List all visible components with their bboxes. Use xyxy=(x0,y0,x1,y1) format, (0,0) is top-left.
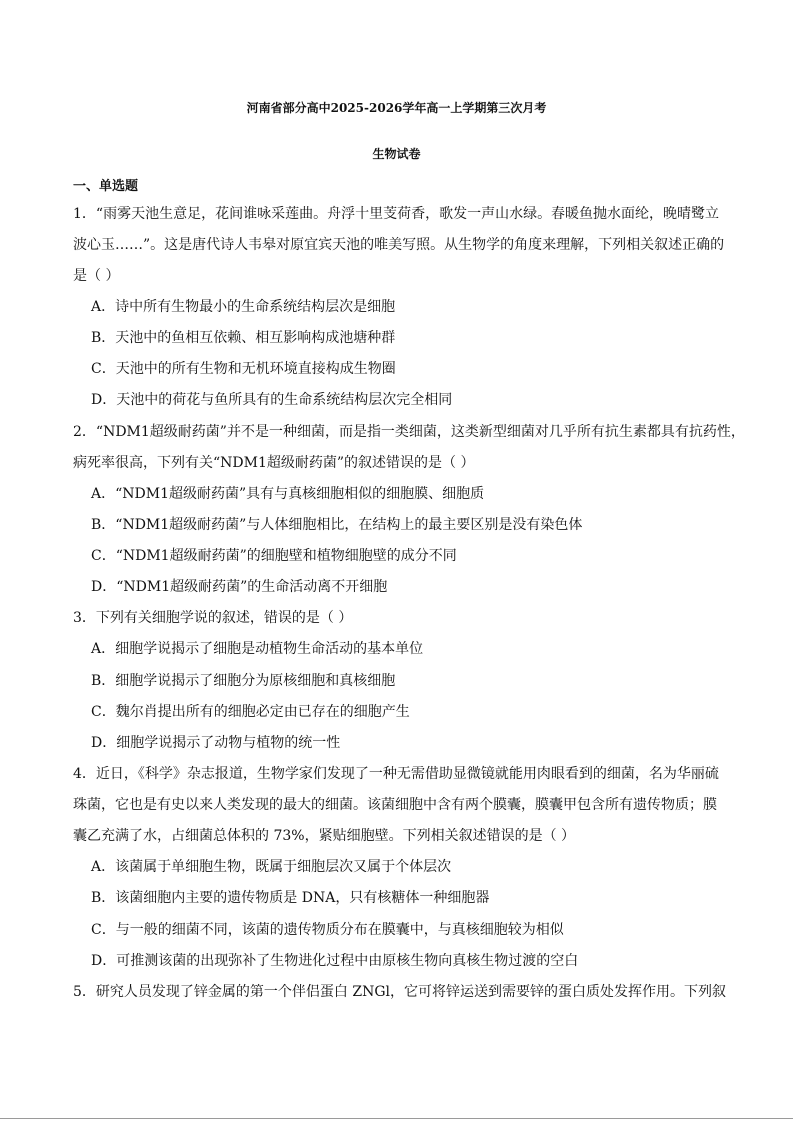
question-4-option-d: D．可推测该菌的出现弥补了生物进化过程中由原核生物向真核生物过渡的空白 xyxy=(91,953,579,969)
question-2-option-c: C．“NDM1超级耐药菌”的细胞壁和植物细胞壁的成分不同 xyxy=(91,548,457,564)
question-1-option-d: D．天池中的荷花与鱼所具有的生命系统结构层次完全相同 xyxy=(91,392,453,408)
question-2-line-2: 病死率很高，下列有关“NDM1超级耐药菌”的叙述错误的是（ ） xyxy=(73,455,475,471)
page-title: 河南省部分高中2025-2026学年高一上学期第三次月考 xyxy=(246,101,547,115)
question-3-line-1: 3．下列有关细胞学说的叙述，错误的是（ ） xyxy=(73,610,353,626)
question-2-option-d: D．“NDM1超级耐药菌”的生命活动离不开细胞 xyxy=(91,579,388,595)
question-3-option-c: C．魏尔肖提出所有的细胞必定由已存在的细胞产生 xyxy=(91,704,410,720)
page-bottom-rule xyxy=(0,1118,793,1119)
section-heading: 一、单选题 xyxy=(73,179,139,194)
question-4-line-1: 4．近日，《科学》杂志报道，生物学家们发现了一种无需借助显微镜就能用肉眼看到的细菌，名为华丽硫 xyxy=(73,766,719,782)
question-4-option-a: A．该菌属于单细胞生物，既属于细胞层次又属于个体层次 xyxy=(91,859,452,875)
question-1-option-a: A．诗中所有生物最小的生命系统结构层次是细胞 xyxy=(91,299,396,315)
question-1-option-c: C．天池中的所有生物和无机环境直接构成生物圈 xyxy=(91,361,396,377)
question-4-option-c: C．与一般的细菌不同，该菌的遗传物质分布在膜囊中，与真核细胞较为相似 xyxy=(91,922,564,938)
question-4-line-3: 囊乙充满了水，占细菌总体积的 73%，紧贴细胞壁。下列相关叙述错误的是（ ） xyxy=(73,828,576,844)
question-2-line-1: 2．“NDM1超级耐药菌”并不是一种细菌，而是指一类细菌，这类新型细菌对几乎所有抗生素都具有抗药性， xyxy=(73,424,745,440)
question-3-option-b: B．细胞学说揭示了细胞分为原核细胞和真核细胞 xyxy=(91,673,396,689)
question-2-option-b: B．“NDM1超级耐药菌”与人体细胞相比，在结构上的最主要区别是没有染色体 xyxy=(91,517,583,533)
question-3-option-a: A．细胞学说揭示了细胞是动植物生命活动的基本单位 xyxy=(91,641,424,657)
question-1-option-b: B．天池中的鱼相互依赖、相互影响构成池塘种群 xyxy=(91,330,396,346)
question-5-line-1: 5．研究人员发现了锌金属的第一个伴侣蛋白 ZNGl，它可将锌运送到需要锌的蛋白质处发挥作用。下列叙 xyxy=(73,984,726,1000)
question-1-line-1: 1．“雨雾天池生意足，花间谁咏采莲曲。舟浮十里芰荷香，歌发一声山水绿。春暖鱼抛水面纶，晚晴鹭立 xyxy=(73,206,720,222)
question-1-line-3: 是（ ） xyxy=(73,268,120,284)
question-2-option-a: A．“NDM1超级耐药菌”具有与真核细胞相似的细胞膜、细胞质 xyxy=(91,486,485,502)
question-4-option-b: B．该菌细胞内主要的遗传物质是 DNA，只有核糖体一种细胞器 xyxy=(91,890,490,906)
question-4-line-2: 珠菌，它也是有史以来人类发现的最大的细菌。该菌细胞中含有两个膜囊，膜囊甲包含所有遗传物质；膜 xyxy=(73,797,717,813)
question-1-line-2: 波心玉……”。这是唐代诗人韦皋对原宜宾天池的唯美写照。从生物学的角度来理解，下列相关叙述正确的 xyxy=(73,237,725,253)
page-subtitle: 生物试卷 xyxy=(372,147,421,161)
question-3-option-d: D．细胞学说揭示了动物与植物的统一性 xyxy=(91,735,341,751)
